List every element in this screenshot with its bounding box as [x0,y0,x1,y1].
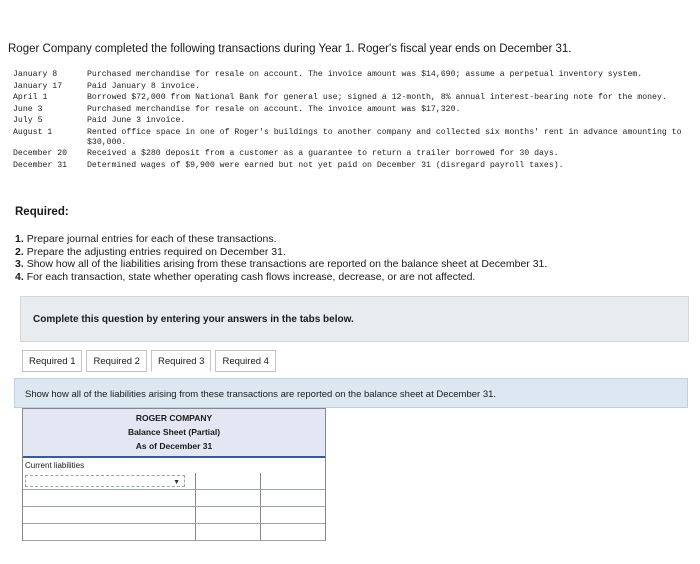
requirement-item [15,233,547,246]
requirement-number: 2. [15,245,24,258]
total-cell[interactable] [261,490,325,506]
requirement-item [15,258,547,271]
liabilities-grid [23,473,325,541]
company-name: ROGER COMPANY [135,413,213,423]
transaction-description: Borrowed $72,000 from National Bank for general use; signed a 12-month, 8% annual interest-bearing note for the money. [87,93,667,103]
transaction-row [13,82,693,92]
required-heading: Required: [15,206,69,218]
requirement-text: For each transaction, state whether operating cash flows increase, decrease, or are not affected. [26,270,476,283]
transaction-description: Determined wages of $9,900 were earned but not yet paid on December 31 (disregard payroll taxes). [87,160,564,170]
balance-sheet-form [22,408,326,541]
transaction-row [13,70,693,80]
transaction-row [13,149,693,159]
transaction-date: December 31 [13,160,68,170]
amount-cell[interactable] [196,507,261,523]
statement-title: Balance Sheet (Partial) [127,427,221,437]
tab-required-4[interactable]: Required 4 [215,350,275,372]
transaction-description: Purchased merchandise for resale on account. The invoice amount was $14,690; assume a perpetual inventory system. [87,70,643,79]
problem-intro: Roger Company completed the following transactions during Year 1. Roger's fiscal year ends on December 31. [8,43,572,55]
amount-cell[interactable] [196,524,261,540]
total-cell[interactable] [261,507,325,523]
transaction-date: August 1 [13,127,53,137]
requirement-number: 3. [15,258,24,271]
transaction-description: Paid June 3 invoice. [87,116,186,126]
account-dropdown[interactable] [25,475,185,487]
transaction-row [13,116,693,126]
transaction-row [13,105,693,115]
tab-instruction-text: Show how all of the liabilities arising from these transactions are reported on the balance sheet at December 31. [25,389,497,400]
transaction-description: Received a $280 deposit from a customer as a guarantee to return a trailer borrowed for 30 days. [87,149,559,159]
requirement-number: 4. [15,270,24,283]
transaction-date: January 17 [13,81,63,91]
transaction-description: Paid January 8 invoice. [87,81,201,91]
account-cell[interactable] [23,490,196,506]
instructions-panel [20,296,689,342]
requirement-number: 1. [15,233,24,245]
table-row [23,473,325,490]
amount-cell[interactable] [196,490,261,506]
total-cell[interactable] [261,473,325,489]
transaction-row [13,128,693,147]
chevron-down-icon: ▼ [173,479,180,486]
table-row [23,490,325,507]
account-cell[interactable] [23,507,196,523]
transaction-date: December 20 [13,149,68,159]
amount-cell[interactable] [196,473,261,489]
tab-bar [22,350,276,372]
requirement-item [15,246,547,259]
transaction-date: June 3 [13,104,43,114]
transaction-description: Rented office space in one of Roger's buildings to another company and collected six months' rent in advance amounting to $30,000. [87,127,682,147]
account-cell [23,473,196,489]
panel-heading: Complete this question by entering your answers in the tabs below. [33,314,354,325]
transaction-list [13,70,693,172]
requirement-text: Prepare journal entries for each of these transactions. [26,233,277,245]
statement-date: As of December 31 [135,441,213,451]
transaction-row [13,161,693,171]
tab-required-1[interactable]: Required 1 [22,350,82,372]
requirements-list [15,233,547,283]
tab-instruction-bar [14,378,688,408]
transaction-date: January 8 [13,70,58,79]
total-cell[interactable] [261,524,325,540]
transaction-date: July 5 [13,116,43,126]
transaction-row [13,93,693,103]
balance-sheet-header [23,409,325,458]
table-row [23,507,325,524]
account-cell[interactable] [23,524,196,540]
requirement-text: Prepare the adjusting entries required on December 31. [26,245,286,258]
requirement-item [15,271,547,284]
section-label: Current liabilities [25,461,85,470]
requirement-text: Show how all of the liabilities arising from these transactions are reported on the balance sheet at December 31. [26,258,548,271]
table-row [23,524,325,541]
tab-required-3[interactable]: Required 3 [151,350,211,372]
transaction-date: April 1 [13,93,48,103]
transaction-description: Purchased merchandise for resale on account. The invoice amount was $17,320. [87,104,461,114]
tab-required-2[interactable]: Required 2 [86,350,146,372]
